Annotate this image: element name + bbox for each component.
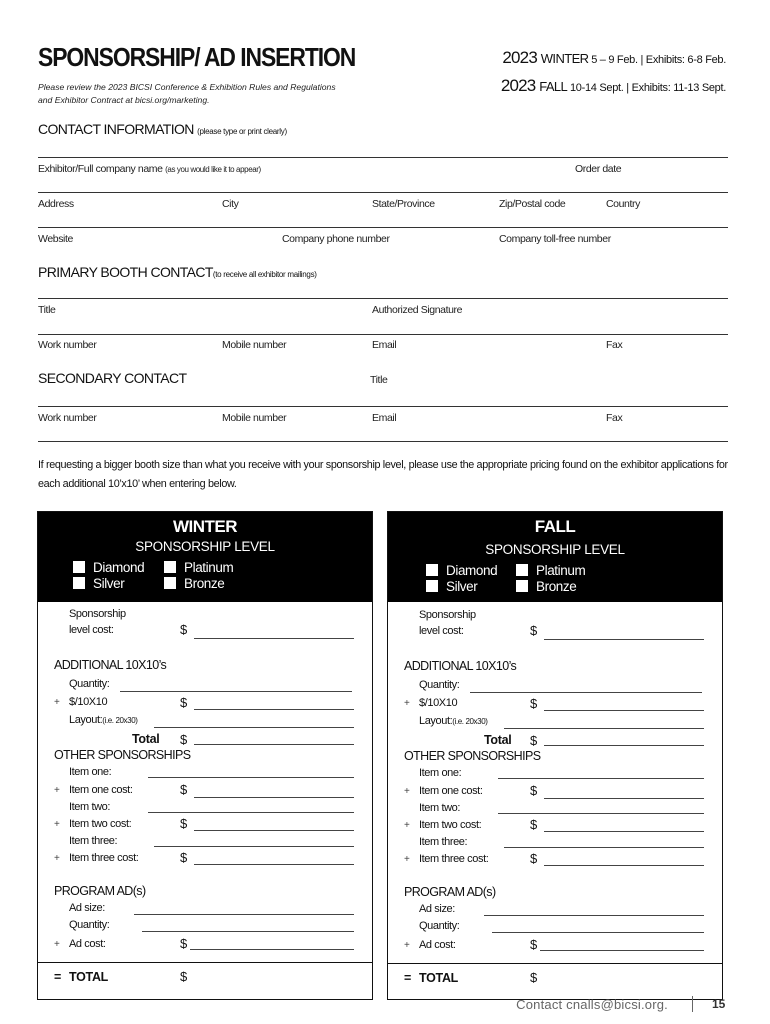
primary-mobile-field[interactable]: Mobile number (222, 339, 287, 351)
item-two-input[interactable] (148, 812, 354, 813)
item-three-cost-label: Item three cost: (419, 853, 489, 865)
item-one-label: Item one: (69, 766, 112, 778)
contact-heading: CONTACT INFORMATION (please type or print clearly) (38, 121, 287, 137)
primary-email-field[interactable]: Email (372, 339, 397, 351)
zip-field[interactable]: Zip/Postal code (499, 198, 566, 210)
item-one-input[interactable] (148, 777, 354, 778)
plus-sign: + (404, 854, 410, 865)
ad-size-input[interactable] (134, 914, 354, 915)
level-cost-label: level cost: (419, 625, 464, 637)
per-10x10-input[interactable] (194, 709, 354, 710)
quantity-input[interactable] (470, 692, 702, 693)
level-cost-input[interactable] (194, 638, 354, 639)
dollar-sign: $ (180, 969, 188, 984)
dollar-sign: $ (530, 696, 538, 711)
rule (38, 192, 728, 193)
company-name-field[interactable]: Exhibitor/Full company name (as you would like it to appear) (38, 163, 261, 175)
order-date-field[interactable]: Order date (575, 163, 622, 175)
page-number: 15 (712, 997, 726, 1011)
checkbox-icon[interactable] (516, 564, 528, 576)
footer-separator (692, 996, 693, 1012)
layout-label: Layout:(i.e. 20x30) (419, 715, 488, 727)
item-two-label: Item two: (69, 801, 111, 813)
secondary-contact-heading: SECONDARY CONTACT (38, 370, 187, 386)
dollar-sign: $ (180, 936, 188, 951)
item-three-input[interactable] (154, 846, 354, 847)
winter-panel (37, 511, 373, 1000)
platinum-checkbox[interactable]: Platinum (164, 560, 233, 575)
rule (38, 334, 728, 335)
grand-total-label: TOTAL (419, 971, 459, 985)
ad-quantity-label: Quantity: (69, 919, 110, 931)
sponsorship-label: Sponsorship (69, 608, 126, 620)
level-cost-input[interactable] (544, 639, 704, 640)
plus-sign: + (404, 940, 410, 951)
secondary-email-field[interactable]: Email (372, 412, 397, 424)
item-one-cost-input[interactable] (194, 797, 354, 798)
edition-winter: 2023 WINTER 5 – 9 Feb. | Exhibits: 6-8 Feb. (502, 48, 726, 67)
ad-quantity-label: Quantity: (419, 920, 460, 932)
ad-cost-input[interactable] (190, 949, 354, 950)
grand-total-label: TOTAL (69, 970, 109, 984)
dollar-sign: $ (530, 970, 538, 985)
item-two-input[interactable] (498, 813, 704, 814)
secondary-title-field[interactable]: Title (370, 374, 388, 386)
item-two-cost-label: Item two cost: (69, 818, 132, 830)
ad-cost-label: Ad cost: (419, 939, 456, 951)
edition-fall: 2023 FALL 10-14 Sept. | Exhibits: 11-13 Sept. (500, 76, 726, 95)
total-label: Total (484, 733, 512, 747)
checkbox-icon[interactable] (73, 561, 85, 573)
per-10x10-label: $/10X10 (419, 697, 458, 709)
checkbox-icon[interactable] (516, 580, 528, 592)
total-label: Total (132, 732, 160, 746)
dollar-sign: $ (530, 851, 538, 866)
additional-heading: ADDITIONAL 10X10’s (404, 659, 517, 673)
ad-size-input[interactable] (484, 915, 704, 916)
company-phone-field[interactable]: Company phone number (282, 233, 390, 245)
item-one-cost-label: Item one cost: (69, 784, 133, 796)
dollar-sign: $ (530, 783, 538, 798)
dollar-sign: $ (180, 850, 188, 865)
dollar-sign: $ (530, 733, 538, 748)
panel-name: FALL (534, 517, 576, 536)
item-one-label: Item one: (419, 767, 462, 779)
rule (38, 298, 728, 299)
checkbox-icon[interactable] (426, 564, 438, 576)
secondary-fax-field[interactable]: Fax (606, 412, 623, 424)
rule (38, 157, 728, 158)
primary-work-number-field[interactable]: Work number (38, 339, 97, 351)
sponsorship-label: Sponsorship (419, 609, 476, 621)
diamond-checkbox[interactable]: Diamond (426, 563, 497, 578)
item-one-input[interactable] (498, 778, 704, 779)
ad-cost-label: Ad cost: (69, 938, 106, 950)
dollar-sign: $ (180, 622, 188, 637)
sponsorship-level-heading: SPONSORSHIP LEVEL (135, 539, 275, 554)
city-field[interactable]: City (222, 198, 239, 210)
dollar-sign: $ (180, 695, 188, 710)
bronze-checkbox[interactable]: Bronze (516, 579, 576, 594)
platinum-checkbox[interactable]: Platinum (516, 563, 585, 578)
item-three-label: Item three: (69, 835, 118, 847)
panel-name: WINTER (172, 517, 238, 536)
primary-title-field[interactable]: Title (38, 304, 56, 316)
equals-sign: = (404, 971, 411, 985)
layout-label: Layout:(i.e. 20x30) (69, 714, 138, 726)
plus-sign: + (54, 853, 60, 864)
ad-cost-input[interactable] (540, 950, 704, 951)
checkbox-icon[interactable] (73, 577, 85, 589)
secondary-work-number-field[interactable]: Work number (38, 412, 97, 424)
item-three-cost-label: Item three cost: (69, 852, 139, 864)
tollfree-field[interactable]: Company toll-free number (499, 233, 611, 245)
item-three-label: Item three: (419, 836, 468, 848)
footer-contact: Contact cnalls@bicsi.org. (516, 997, 668, 1012)
dollar-sign: $ (180, 816, 188, 831)
country-field[interactable]: Country (606, 198, 640, 210)
signature-field[interactable]: Authorized Signature (372, 304, 463, 316)
silver-checkbox[interactable]: Silver (426, 579, 477, 594)
booth-size-note: If requesting a bigger booth size than what you receive with your sponsorship level, please use the appropriate pricing found on the exhibitor applications for each additional 10’x10’ when entering below. (38, 459, 728, 490)
item-two-cost-label: Item two cost: (419, 819, 482, 831)
dollar-sign: $ (530, 937, 538, 952)
total-divider (38, 962, 372, 963)
winter-panel-header (38, 512, 372, 602)
item-two-label: Item two: (419, 802, 461, 814)
checkbox-icon[interactable] (164, 577, 176, 589)
plus-sign: + (54, 939, 60, 950)
plus-sign: + (404, 698, 410, 709)
checkbox-icon[interactable] (164, 561, 176, 573)
quantity-input[interactable] (120, 691, 352, 692)
checkbox-icon[interactable] (426, 580, 438, 592)
plus-sign: + (54, 819, 60, 830)
ad-quantity-input[interactable] (142, 931, 354, 932)
fall-panel (387, 511, 723, 1000)
level-cost-label: level cost: (69, 624, 114, 636)
other-sponsorships-heading: OTHER SPONSORSHIPS (404, 749, 541, 763)
primary-contact-heading: PRIMARY BOOTH CONTACT(to receive all exhibitor mailings) (38, 264, 317, 280)
total-divider (388, 963, 722, 964)
per-10x10-input[interactable] (544, 710, 704, 711)
fall-panel-header (388, 512, 722, 602)
item-two-cost-input[interactable] (544, 831, 704, 832)
item-three-cost-input[interactable] (194, 864, 354, 865)
item-one-cost-label: Item one cost: (419, 785, 483, 797)
ad-size-label: Ad size: (419, 903, 455, 915)
program-ad-heading: PROGRAM AD(s) (404, 885, 496, 899)
ad-quantity-input[interactable] (492, 932, 704, 933)
other-sponsorships-heading: OTHER SPONSORSHIPS (54, 748, 191, 762)
dollar-sign: $ (180, 732, 188, 747)
sponsorship-level-heading: SPONSORSHIP LEVEL (485, 542, 625, 557)
quantity-label: Quantity: (419, 679, 460, 691)
state-field[interactable]: State/Province (372, 198, 435, 210)
rule (38, 227, 728, 228)
dollar-sign: $ (530, 817, 538, 832)
plus-sign: + (404, 786, 410, 797)
item-one-cost-input[interactable] (544, 798, 704, 799)
equals-sign: = (54, 970, 61, 984)
program-ad-heading: PROGRAM AD(s) (54, 884, 146, 898)
layout-input[interactable] (154, 727, 354, 728)
address-field[interactable]: Address (38, 198, 74, 210)
ad-size-label: Ad size: (69, 902, 105, 914)
primary-fax-field[interactable]: Fax (606, 339, 623, 351)
quantity-label: Quantity: (69, 678, 110, 690)
item-three-input[interactable] (504, 847, 704, 848)
plus-sign: + (54, 697, 60, 708)
dollar-sign: $ (180, 782, 188, 797)
rule (38, 441, 728, 442)
rule (38, 406, 728, 407)
total-input[interactable] (194, 744, 354, 745)
per-10x10-label: $/10X10 (69, 696, 108, 708)
item-three-cost-input[interactable] (544, 865, 704, 866)
dollar-sign: $ (530, 623, 538, 638)
diamond-checkbox[interactable]: Diamond (73, 560, 144, 575)
page-title: SPONSORSHIP/ AD INSERTION (38, 42, 356, 72)
plus-sign: + (54, 785, 60, 796)
intro-text: Please review the 2023 BICSI Conference & Exhibition Rules and Regulations and Exhibitor Contract at bicsi.org/marketing. (38, 82, 336, 105)
website-field[interactable]: Website (38, 233, 73, 245)
total-input[interactable] (544, 745, 704, 746)
bronze-checkbox[interactable]: Bronze (164, 576, 224, 591)
secondary-mobile-field[interactable]: Mobile number (222, 412, 287, 424)
silver-checkbox[interactable]: Silver (73, 576, 124, 591)
additional-heading: ADDITIONAL 10X10’s (54, 658, 167, 672)
item-two-cost-input[interactable] (194, 830, 354, 831)
layout-input[interactable] (504, 728, 704, 729)
plus-sign: + (404, 820, 410, 831)
